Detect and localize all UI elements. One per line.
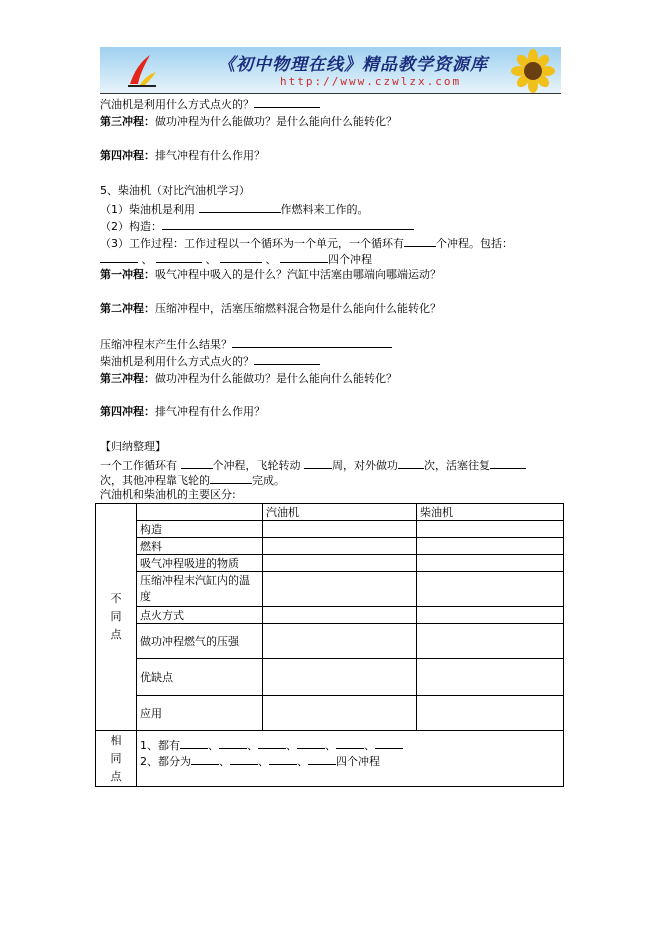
diesel-stroke-4: 第四冲程：排气冲程有什么作用？ [100,405,265,418]
header-diesel: 柴油机 [417,504,564,521]
answer-blank[interactable] [398,457,424,469]
similarities-content [137,731,564,787]
gas-stroke-4: 第四冲程：排气冲程有什么作用？ [100,149,265,162]
question-gas-ignition: 汽油机是利用什么方式点火的？ [100,96,320,112]
comparison-table [95,503,564,787]
main-differences-heading: 汽油机和柴油机的主要区分: [100,488,236,501]
summary-heading: 【归纳整理】 [100,440,166,453]
summary-line-1: 一个工作循环有 个冲程，飞轮转动 周，对外做功 次，活塞往复 [100,457,526,473]
stroke-name-blank[interactable] [280,251,328,263]
similarity-2: 2、都分为 、 、 、 四个冲程 [140,755,380,768]
answer-blank[interactable] [232,336,392,348]
table-row: 压缩冲程末汽缸内的温度 [96,572,564,607]
structure-blank[interactable] [162,218,414,230]
answer-blank[interactable] [254,353,320,365]
similarities-label: 相 同 点 [96,731,137,787]
fuel-blank[interactable] [199,201,281,213]
logo-icon [126,52,158,88]
header-empty [137,504,263,521]
table-row: 燃料 [96,538,564,555]
answer-blank[interactable] [210,472,252,484]
table-row: 点火方式 [96,607,564,624]
diesel-fuel-question: （1）柴油机是利用 作燃料来工作的。 [100,203,369,216]
summary-line-2: 次，其他冲程靠飞轮的 完成。 [100,474,285,487]
answer-blank[interactable] [304,457,332,469]
stroke-name-blank[interactable] [156,251,202,263]
stroke-name-blank[interactable] [100,251,138,263]
section-5-heading: 5、柴油机（对比汽油机学习） [100,184,250,197]
answer-blank[interactable] [254,96,320,108]
table-row: 应用 [96,696,564,731]
table-header-row [96,504,564,521]
similarities-row [96,731,564,787]
table-row: 构造 [96,521,564,538]
table-row: 做功冲程燃气的压强 [96,624,564,659]
stroke-names-line: 、 、 、 四个冲程 [100,251,372,267]
table-row: 优缺点 [96,659,564,696]
header-banner [100,47,561,93]
answer-blank[interactable] [181,457,213,469]
diesel-structure-question: （2）构造： [100,218,414,234]
banner-title: 《初中物理在线》精品教学资源库 [218,55,488,75]
answer-blank[interactable] [490,457,526,469]
header-gasoline: 汽油机 [263,504,417,521]
diesel-stroke-1: 第一冲程：吸气冲程中吸入的是什么？汽缸中活塞由哪端向哪端运动？ [100,268,441,281]
header-divider [100,93,561,94]
question-compress-end: 压缩冲程末产生什么结果？ [100,336,392,352]
question-diesel-ignition: 柴油机是利用什么方式点火的？ [100,353,320,369]
banner-url[interactable]: http://www.czwlzx.com [280,75,462,88]
differences-label: 不 同 点 [96,504,137,731]
similarity-1: 1、都有 、 、 、 、 、 [140,737,560,753]
diesel-process-question: （3）工作过程：工作过程以一个循环为一个单元，一个循环有 个冲程。包括： [100,237,513,250]
diesel-stroke-3: 第三冲程：做功冲程为什么能做功？是什么能向什么能转化？ [100,372,397,385]
stroke-count-blank[interactable] [404,235,436,247]
table-row: 吸气冲程吸进的物质 [96,555,564,572]
gas-stroke-3: 第三冲程：做功冲程为什么能做功？是什么能向什么能转化？ [100,115,397,128]
stroke-name-blank[interactable] [220,251,262,263]
sunflower-icon [511,49,555,93]
diesel-stroke-2: 第二冲程：压缩冲程中，活塞压缩燃料混合物是什么能向什么能转化？ [100,302,441,315]
